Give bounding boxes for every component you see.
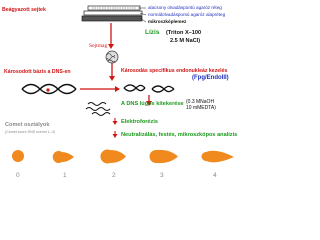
arrow-nucleus-down-head bbox=[109, 76, 115, 81]
label-normal-melt-agarose: normálolvadáspontú agaróz alapréteg bbox=[148, 12, 226, 17]
label-electrophoresis: Elektroforézis bbox=[121, 119, 158, 125]
label-slide: mikroszkóplemez bbox=[148, 19, 187, 24]
label-specific-cuts: Károsodás specifikus endonukleáz kezelés bbox=[121, 68, 228, 74]
label-damaged-bases: Károsodott bázis a DNS-en bbox=[4, 69, 71, 75]
comet-4 bbox=[202, 151, 235, 163]
comet-3 bbox=[150, 150, 179, 163]
label-nucleus: Sejtmag bbox=[89, 43, 108, 49]
damaged-base-marker bbox=[46, 88, 49, 91]
agarose-base-layer bbox=[84, 11, 142, 15]
comet-score-1: 1 bbox=[63, 172, 67, 179]
comet-score-0: 0 bbox=[16, 172, 20, 179]
comet-score-2: 2 bbox=[112, 172, 116, 179]
comet-2 bbox=[100, 150, 126, 164]
arrow-to-stain-head bbox=[113, 134, 118, 138]
label-lysis-conditions-1: (Triton X–100 bbox=[166, 30, 202, 36]
microscope-slide bbox=[82, 16, 142, 21]
ssdna-fragment-3 bbox=[92, 113, 110, 116]
label-alkaline-conditions-1: (0.3 MNaOH bbox=[186, 99, 215, 105]
label-alkaline-unwinding: A DNS lúgos kitekerése bbox=[121, 101, 184, 107]
label-lysis: Lízis bbox=[145, 29, 160, 36]
label-enzymes: (Fpg/EndoIII) bbox=[192, 75, 229, 81]
label-low-melt-agarose: alacsony olvadáspontú agaróz réteg bbox=[148, 5, 222, 10]
label-staining: Neutralizálás, festés, mikroszkópos analízis bbox=[121, 132, 238, 138]
label-embedded-cells: Beágyazott sejtek bbox=[2, 7, 46, 13]
label-comet-classes: Comet osztályok bbox=[5, 122, 50, 128]
label-alkaline-conditions-2: 10 mMEDTA) bbox=[186, 105, 216, 111]
comet-score-3: 3 bbox=[160, 172, 164, 179]
comet-0 bbox=[12, 150, 24, 162]
label-comet-classes-sub: (Comet score DNS szerint 1–4) bbox=[5, 130, 55, 134]
label-lysis-conditions-2: 2.5 M NaCl) bbox=[170, 38, 201, 44]
arrow-to-electro-head bbox=[113, 121, 118, 125]
arrow-to-cut-head bbox=[115, 86, 120, 92]
ssdna-fragment-1 bbox=[88, 103, 106, 106]
ssdna-fragment-2 bbox=[86, 108, 110, 111]
arrow-lysis-head bbox=[108, 44, 114, 49]
comet-score-4: 4 bbox=[213, 172, 217, 179]
comet-1 bbox=[53, 151, 74, 163]
